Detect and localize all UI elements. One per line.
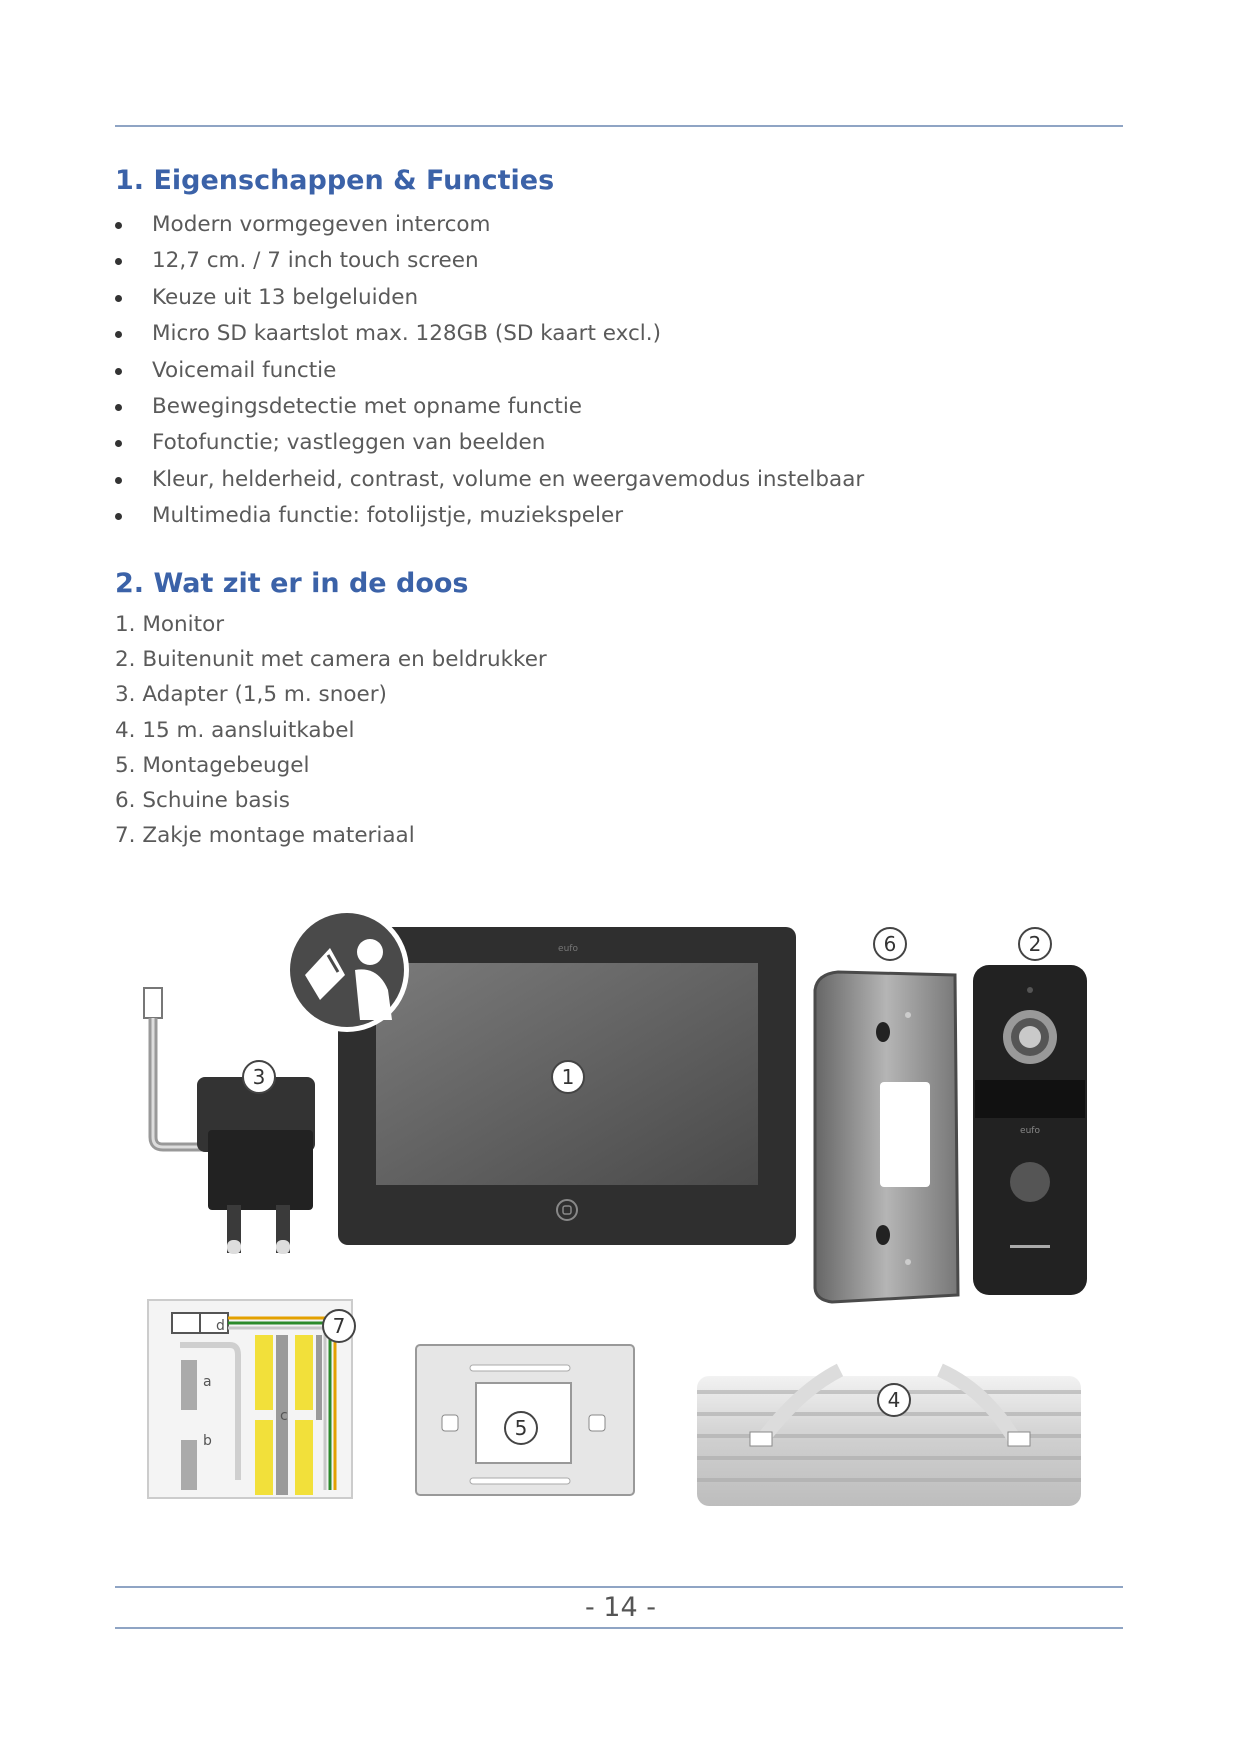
section2-title: 2. Wat zit er in de doos: [115, 568, 469, 599]
box-item: 6. Schuine basis: [115, 788, 290, 814]
outdoor-unit-brand: eufo: [1020, 1126, 1040, 1136]
callout-4: [878, 1384, 910, 1416]
svg-text:6: 6: [883, 932, 897, 956]
svg-text:4: 4: [887, 1388, 901, 1412]
box-item: 7. Zakje montage materiaal: [115, 823, 415, 849]
feature-item: 12,7 cm. / 7 inch touch screen: [115, 243, 864, 279]
features-list: [115, 207, 864, 535]
kit-label-d: d: [216, 1318, 225, 1334]
box-item: 3. Adapter (1,5 m. snoer): [115, 682, 387, 708]
box-item: 1. Monitor: [115, 612, 225, 637]
feature-item: Voicemail functie: [115, 353, 864, 389]
angled-base: [815, 972, 958, 1302]
box-item: 5. Montagebeugel: [115, 752, 310, 778]
feature-item: Bewegingsdetectie met opname functie: [115, 389, 864, 425]
callout-6: [874, 928, 906, 960]
feature-item: Modern vormgegeven intercom: [115, 207, 864, 243]
callout-5: [505, 1412, 537, 1444]
callout-7: [323, 1310, 355, 1342]
svg-text:2: 2: [1028, 932, 1042, 956]
feature-item: Fotofunctie; vastleggen van beelden: [115, 425, 864, 461]
callout-3: [243, 1061, 275, 1093]
svg-text:1: 1: [561, 1065, 575, 1089]
box-item: 4. 15 m. aansluitkabel: [115, 717, 355, 743]
box-contents-list: [115, 607, 547, 853]
footer-rule-top: [115, 1586, 1123, 1588]
adapter: [144, 988, 315, 1254]
page-number: - 14 -: [584, 1592, 656, 1623]
svg-text:3: 3: [252, 1065, 266, 1089]
outdoor-unit: [973, 965, 1087, 1295]
kit-label-b: b: [203, 1433, 212, 1449]
svg-text:5: 5: [514, 1416, 528, 1440]
monitor-brand: eufo: [558, 944, 578, 954]
top-rule: [115, 125, 1123, 127]
svg-text:7: 7: [332, 1314, 346, 1338]
product-illustration: [0, 900, 1241, 1520]
kit-label-c: c: [280, 1408, 288, 1424]
feature-item: Multimedia functie: fotolijstje, muziekspeler: [115, 498, 864, 534]
read-manual-icon: [285, 908, 409, 1032]
kit-label-a: a: [203, 1374, 212, 1390]
box-item: 2. Buitenunit met camera en beldrukker: [115, 647, 547, 673]
feature-item: Micro SD kaartslot max. 128GB (SD kaart excl.): [115, 316, 864, 352]
callout-2: [1019, 928, 1051, 960]
callout-1: [552, 1061, 584, 1093]
feature-item: Kleur, helderheid, contrast, volume en weergavemodus instelbaar: [115, 462, 864, 498]
section1-title: 1. Eigenschappen & Functies: [115, 165, 555, 196]
feature-item: Keuze uit 13 belgeluiden: [115, 280, 864, 316]
footer-rule-bottom: [115, 1627, 1123, 1629]
mounting-kit: [148, 1300, 352, 1498]
